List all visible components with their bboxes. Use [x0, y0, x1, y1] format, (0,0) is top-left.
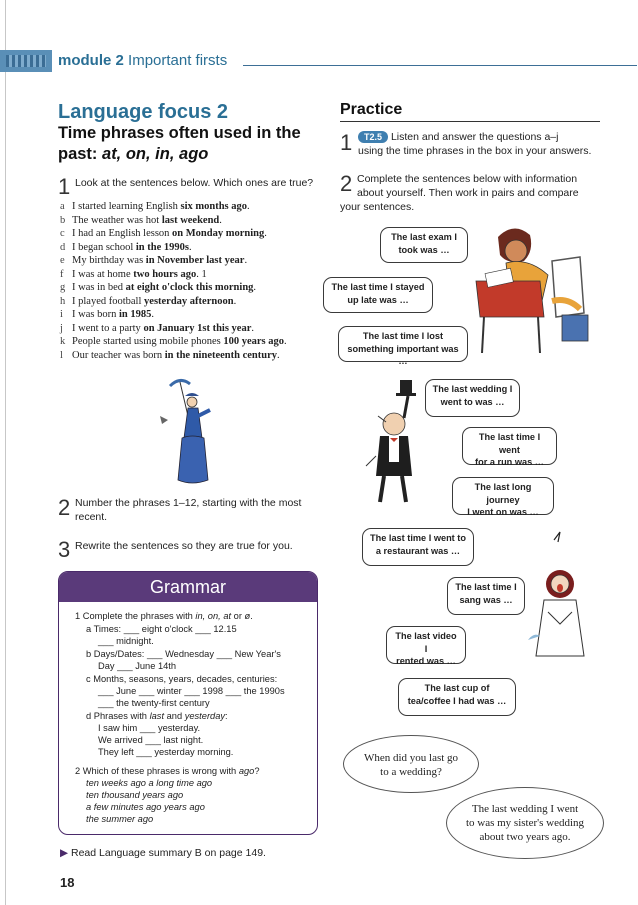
sentence-end: .: [284, 336, 287, 347]
sentence-item: [60, 255, 330, 269]
practice-1-instruction: [358, 130, 608, 158]
sentence-letter: g: [60, 282, 66, 293]
subtitle-text: Time phrases often used in the past:: [58, 124, 301, 163]
sentence-text: I started learning English: [72, 201, 181, 212]
bubble-line: went to was …: [440, 396, 505, 407]
singing-woman-illustration: [526, 528, 594, 660]
grammar-d-line3: We arrived ___ last night.: [98, 735, 204, 745]
sentence-item: [60, 228, 330, 242]
sentence-time-phrase: 100 years ago: [223, 336, 285, 347]
exercise-1-instruction: Look at the sentences below. Which ones are true?: [75, 177, 314, 189]
bubble-line: took was …: [398, 244, 450, 255]
arrow-icon: ▶: [60, 847, 69, 859]
bubble-line: something important was …: [347, 343, 459, 366]
bubble-line: rented was …: [396, 656, 456, 666]
practice-2-line-a: Complete the sentences below with information: [357, 173, 578, 185]
q2-l3: a few minutes ago years ago: [86, 802, 205, 812]
sentence-text: I was at home: [72, 268, 134, 280]
sentence-text: My birthday was: [72, 255, 146, 266]
bubble-last-video: [386, 626, 466, 664]
grammar-q2-line1: [86, 777, 212, 789]
exercise-3-instruction: Rewrite the sentences so they are true for you.: [75, 540, 293, 552]
d1-text: d Phrases with: [86, 711, 150, 721]
language-summary-reference: [60, 846, 266, 860]
grammar-d-line1: [86, 710, 228, 722]
sentence-time-phrase: yesterday afternoon: [144, 295, 234, 307]
bubble-restaurant: [362, 528, 474, 566]
grammar-q2-line4: [86, 813, 153, 825]
sentence-text: The weather was hot: [72, 214, 162, 226]
sentence-letter: d: [60, 241, 66, 253]
sentence-time-phrase: last weekend: [161, 214, 220, 226]
grammar-box: [58, 571, 318, 835]
sentence-text: Our teacher was born: [72, 349, 165, 361]
sentence-item: [60, 242, 330, 256]
sentence-end: .: [247, 201, 250, 212]
track-badge: T2.5: [358, 131, 388, 143]
sentence-end: .: [244, 255, 248, 266]
practice-2-line-c: your sentences.: [340, 201, 415, 213]
grammar-c-line2: ___ June ___ winter ___ 1998 ___ the 1990s: [98, 686, 285, 696]
grammar-d-line2: I saw him ___ yesterday.: [98, 723, 201, 733]
practice-2-number: 2: [340, 171, 353, 196]
sentence-end: .: [219, 214, 222, 226]
sentence-time-phrase: in 1985: [118, 309, 152, 320]
speech-line: to was my sister's wedding: [465, 817, 585, 829]
grammar-d-line4: They left ___ yesterday morning.: [98, 747, 234, 757]
header-rule: [243, 65, 637, 66]
q2-text: 2 Which of these phrases is wrong with: [75, 766, 239, 776]
grammar-c-line3: ___ the twenty-first century: [98, 698, 210, 708]
bubble-line: sang was …: [459, 594, 513, 605]
sentence-letter: k: [60, 336, 66, 347]
bubble-last-sang: [447, 577, 525, 615]
bubble-line: tea/coffee I had was …: [407, 695, 507, 706]
practice-2-instruction-a: [357, 172, 617, 200]
sentence-end: .: [151, 309, 154, 320]
sentence-time-phrase: at eight o'clock this morning: [125, 282, 254, 293]
sentence-letter: b: [60, 214, 66, 226]
woman-with-umbrella-illustration: [158, 376, 214, 486]
d1-yesterday: yesterday: [184, 711, 226, 721]
bubble-line: The last time I stayed: [331, 282, 425, 292]
exercise-3-number: 3: [58, 537, 71, 562]
sentence-letter: j: [60, 322, 63, 334]
sentence-letter: e: [60, 255, 65, 266]
sentence-text: I had an English lesson: [72, 228, 173, 239]
d1-and: and: [164, 711, 185, 721]
sentence-text: I began school: [72, 241, 136, 253]
sentence-letter: i: [60, 309, 63, 320]
q2-l2: ten thousand years ago: [86, 790, 184, 800]
bubble-last-exam: [380, 227, 468, 263]
q2-l1: ten weeks ago a long time ago: [86, 778, 213, 788]
exercise-1-number: 1: [58, 174, 71, 199]
sentence-item: [60, 282, 330, 296]
sentence-end: .: [253, 282, 257, 293]
sentence-letter: f: [60, 268, 64, 280]
bubble-stayed-up-late: [323, 277, 433, 313]
bubble-lost-something: [338, 326, 468, 366]
module-tab-graphic: [0, 50, 52, 72]
sentence-time-phrase: in the nineteenth century: [164, 349, 278, 361]
language-focus-title: Language focus 2: [58, 101, 229, 123]
q2-l4: the summer ago: [86, 814, 154, 824]
summary-text: Read Language summary B on page 149.: [71, 847, 266, 859]
practice-1-text-a: Listen and answer the questions a–j: [390, 131, 559, 143]
grammar-b-line1: b Days/Dates: ___ Wednesday ___ New Year's: [86, 649, 281, 659]
d1-colon: :: [225, 711, 228, 721]
bubble-line: The last video I: [395, 631, 457, 654]
sentence-time-phrase: two hours ago: [133, 268, 197, 280]
practice-1-number: 1: [340, 130, 353, 155]
sentence-end: . 1: [196, 268, 207, 280]
running-header: [58, 52, 227, 69]
speech-bubble-answer: [446, 787, 604, 859]
sentence-letter: h: [60, 295, 66, 307]
bubble-line: The last long journey: [474, 482, 532, 505]
module-title: Important firsts: [128, 52, 228, 69]
bubble-line: The last time I went to: [370, 533, 466, 543]
sentence-end: .: [251, 322, 254, 334]
q1-or: or: [231, 611, 245, 621]
bubble-line: for a run was …: [475, 457, 544, 467]
bubble-line: The last exam I: [391, 232, 457, 242]
sentence-text: People started using mobile phones: [72, 336, 224, 347]
bubble-line: The last wedding I: [432, 384, 513, 394]
sentence-time-phrase: on Monday morning: [172, 228, 265, 239]
speech-line: When did you last go: [363, 752, 459, 764]
man-in-top-hat-illustration: [364, 376, 424, 506]
sentence-text: I was born: [72, 309, 119, 320]
speech-line: about two years ago.: [479, 831, 571, 843]
exercise-2-instruction: Number the phrases 1–12, starting with the most recent.: [75, 497, 302, 523]
practice-rule: [340, 121, 600, 122]
module-label: module 2: [58, 52, 124, 69]
sentence-time-phrase: in November last year: [145, 255, 245, 266]
sentence-item: [60, 201, 330, 215]
q1-end: .: [250, 611, 253, 621]
exercise-2-number: 2: [58, 495, 71, 520]
sentence-item: [60, 323, 330, 337]
sentence-item: [60, 269, 330, 283]
speech-bubble-question: [343, 735, 479, 793]
bubble-line: The last cup of: [424, 683, 490, 693]
bubble-line: I went on was …: [467, 507, 539, 517]
bubble-line: The last time I went: [478, 432, 541, 455]
q1-text: 1 Complete the phrases with: [75, 611, 196, 621]
grammar-a-line2: ___ midnight.: [98, 636, 154, 646]
sentence-time-phrase: six months ago: [180, 201, 247, 212]
sentence-item: [60, 350, 330, 364]
sentence-text: I went to a party: [72, 322, 144, 334]
sentence-time-phrase: on January 1st this year: [143, 322, 252, 334]
sentence-item: [60, 215, 330, 229]
speech-line: to a wedding?: [380, 766, 442, 778]
sentence-time-phrase: in the 1990s: [135, 241, 189, 253]
grammar-question-2: [75, 765, 260, 777]
q2-ago: ago: [238, 766, 255, 776]
sentence-letter: a: [60, 201, 65, 212]
grammar-a-line1: a Times: ___ eight o'clock ___ 12.15: [86, 624, 237, 634]
sentence-item: [60, 309, 330, 323]
page-edge: [5, 0, 6, 905]
page-number: 18: [60, 875, 75, 890]
bubble-long-journey: [452, 477, 554, 515]
bubble-line: The last time I: [455, 582, 517, 592]
sentence-end: .: [233, 295, 237, 307]
student-at-desk-illustration: [468, 217, 596, 357]
practice-title: Practice: [340, 101, 403, 118]
bubble-line: a restaurant was …: [375, 545, 461, 556]
subtitle-italic: at, on, in, ago: [102, 145, 209, 163]
sentence-item: [60, 296, 330, 310]
q1-italic: in, on, at: [195, 611, 232, 621]
grammar-heading: Grammar: [59, 572, 317, 602]
sentence-text: I played football: [72, 295, 145, 307]
bubble-line: up late was …: [347, 294, 409, 305]
sentence-end: .: [188, 241, 192, 253]
grammar-q2-line2: [86, 789, 183, 801]
sentence-end: .: [264, 228, 267, 239]
grammar-b-line2: Day ___ June 14th: [98, 661, 177, 671]
bubble-line: The last time I lost: [362, 331, 444, 341]
q1-zero: ø: [244, 611, 251, 621]
sentence-text: I was in bed: [72, 282, 126, 293]
bubble-last-cup: [398, 678, 516, 716]
practice-2-line-b: about yourself. Then work in pairs and compare: [357, 187, 579, 199]
sentence-letter: c: [60, 228, 65, 239]
speech-line: The last wedding I went: [471, 803, 579, 815]
q2-end: ?: [254, 766, 260, 776]
grammar-q2-line3: [86, 801, 205, 813]
sentence-list: [60, 201, 330, 363]
grammar-question-1: [75, 610, 253, 622]
grammar-c-line1: c Months, seasons, years, decades, centuries:: [86, 674, 278, 684]
d1-last: last: [149, 711, 165, 721]
bubble-went-for-run: [462, 427, 557, 465]
bubble-last-wedding: [425, 379, 520, 417]
practice-1-text-b: using the time phrases in the box in your answers.: [358, 145, 592, 157]
sentence-letter: l: [60, 349, 63, 361]
sentence-end: .: [277, 349, 280, 361]
language-focus-subtitle: [58, 123, 328, 165]
sentence-item: [60, 336, 330, 350]
